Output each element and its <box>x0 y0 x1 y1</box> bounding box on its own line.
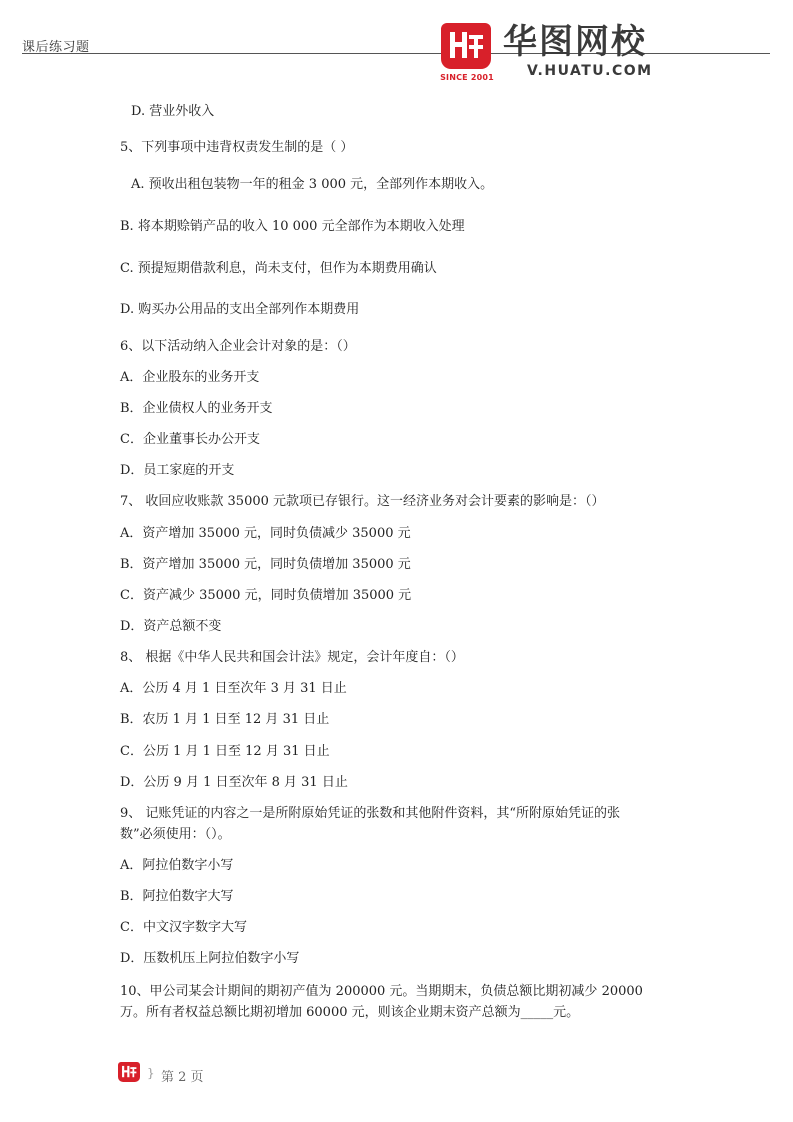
footer-separator-icon: } <box>147 1066 155 1080</box>
question-5: 5、下列事项中违背权责发生制的是（ ） <box>120 140 354 155</box>
page-number: 第 2 页 <box>161 1070 204 1085</box>
footer-logo-icon <box>118 1062 140 1082</box>
option-6c: C．企业董事长办公开支 <box>120 432 260 447</box>
logo-since: SINCE 2001 <box>440 73 494 82</box>
huatu-badge-icon <box>441 23 491 69</box>
option-7c: C．资产减少 35000 元，同时负债增加 35000 元 <box>120 588 412 603</box>
option-5c: C. 预提短期借款利息，尚未支付，但作为本期费用确认 <box>120 261 437 276</box>
logo-name: 华图网校 <box>503 22 647 62</box>
question-6: 6、以下活动纳入企业会计对象的是：（） <box>120 339 356 354</box>
question-7: 7、 收回应收账款 35000 元款项已存银行。这一经济业务对会计要素的影响是：（） <box>120 494 605 509</box>
option-9c: C．中文汉字数字大写 <box>120 920 247 935</box>
option-5d: D. 购买办公用品的支出全部列作本期费用 <box>120 302 360 317</box>
option-9d: D．压数机压上阿拉伯数字小写 <box>120 951 300 966</box>
question-10: 10、甲公司某会计期间的期初产值为 200000 元。当期期末，负债总额比期初减少 20000 万。所有者权益总额比期初增加 60000 元，则该企业期末资产总额为_____元。 <box>120 984 643 1020</box>
option-8d: D．公历 9 月 1 日至次年 8 月 31 日止 <box>120 775 348 790</box>
option-9b: B．阿拉伯数字大写 <box>120 889 234 904</box>
option-7b: B．资产增加 35000 元，同时负债增加 35000 元 <box>120 557 411 572</box>
option-5b: B. 将本期赊销产品的收入 10 000 元全部作为本期收入处理 <box>120 219 465 234</box>
option-7d: D．资产总额不变 <box>120 619 222 634</box>
option-6a: A．企业股东的业务开支 <box>120 370 260 385</box>
logo-url: V.HUATU.COM <box>527 63 653 79</box>
option-6d: D．员工家庭的开支 <box>120 463 235 478</box>
option-7a: A．资产增加 35000 元，同时负债减少 35000 元 <box>120 526 411 541</box>
option-5a: A. 预收出租包装物一年的租金 3 000 元，全部列作本期收入。 <box>131 177 494 192</box>
option-4d: D. 营业外收入 <box>131 104 215 119</box>
option-8b: B．农历 1 月 1 日至 12 月 31 日止 <box>120 712 330 727</box>
option-8a: A．公历 4 月 1 日至次年 3 月 31 日止 <box>120 681 347 696</box>
header-title: 课后练习题 <box>22 40 90 55</box>
question-9: 9、 记账凭证的内容之一是所附原始凭证的张数和其他附件资料，其“所附原始凭证的张数”必须使用：（）。 <box>120 806 621 842</box>
option-6b: B．企业债权人的业务开支 <box>120 401 273 416</box>
huatu-logo <box>441 23 693 87</box>
option-8c: C．公历 1 月 1 日至 12 月 31 日止 <box>120 744 330 759</box>
option-9a: A．阿拉伯数字小写 <box>120 858 234 873</box>
question-8: 8、 根据《中华人民共和国会计法》规定，会计年度自：（） <box>120 650 464 665</box>
